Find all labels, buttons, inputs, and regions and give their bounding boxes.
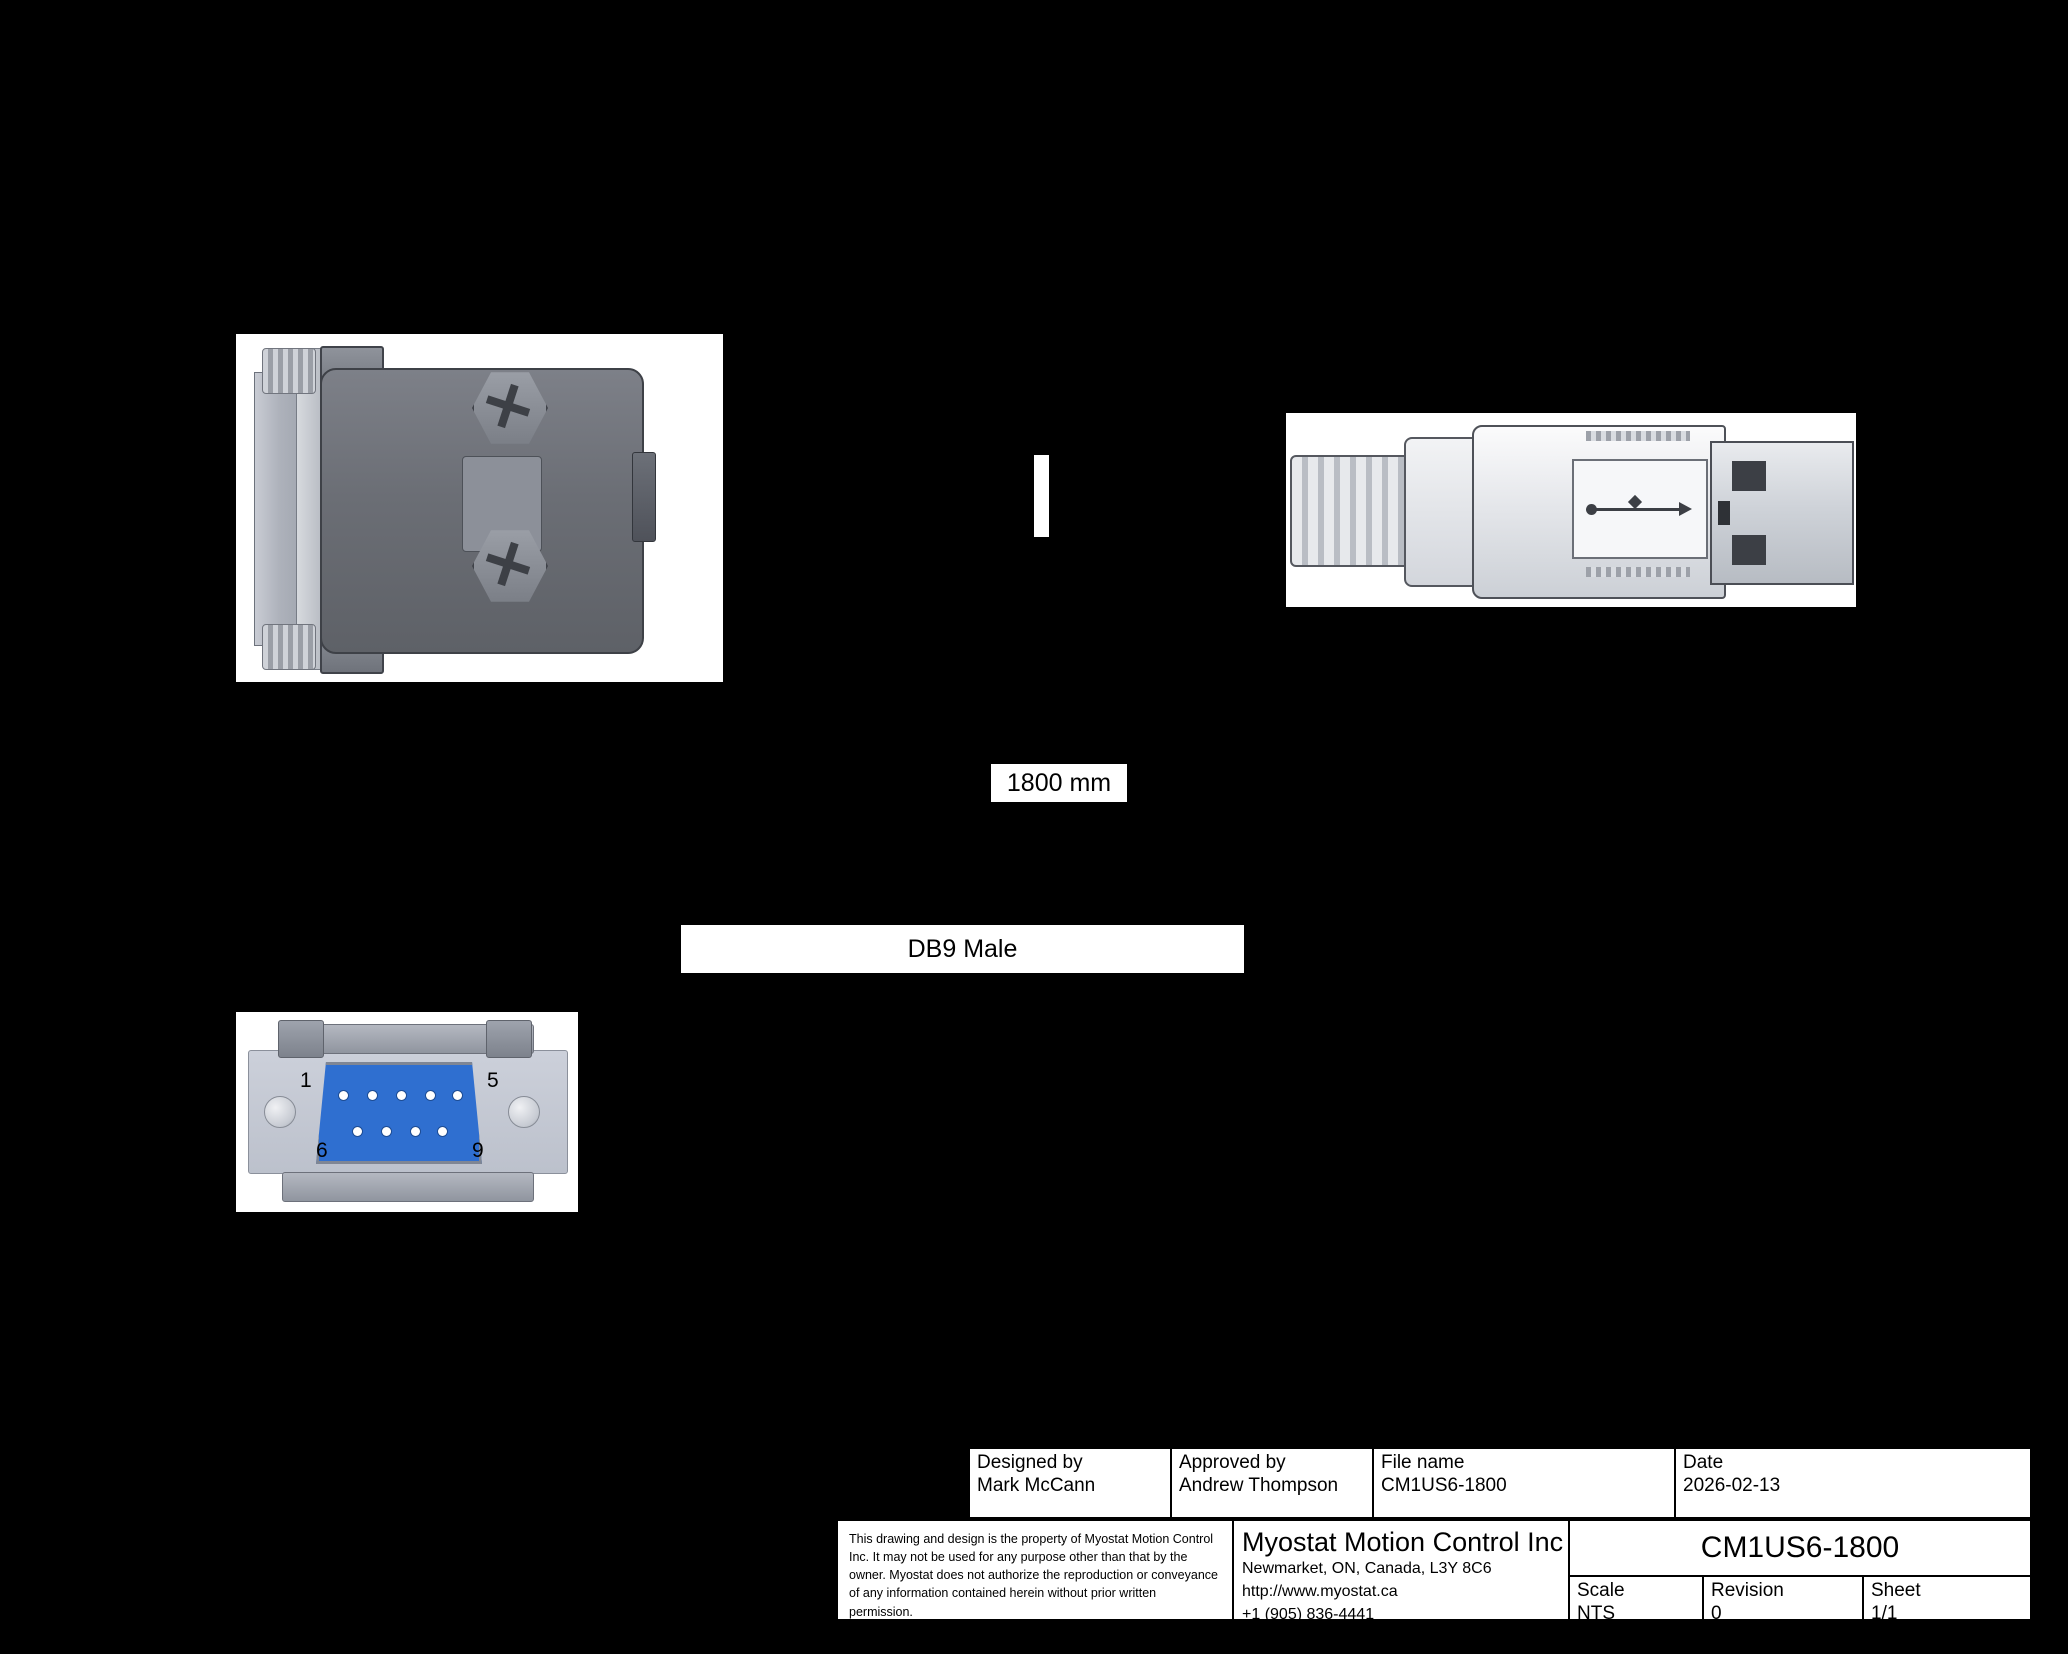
db9-face-bar-bottom — [282, 1172, 534, 1202]
usb-shell-notch-top — [1732, 461, 1766, 491]
db9-pin — [411, 1127, 420, 1136]
usb-metal-shell — [1710, 441, 1854, 585]
db9-pin — [426, 1091, 435, 1100]
phillips-screw-icon — [486, 542, 530, 586]
revision-cell — [1702, 1575, 1864, 1621]
db9-screw-hole-right — [508, 1096, 540, 1128]
db9-cable-exit-tab — [632, 452, 656, 542]
db9-jackscrew-bottom — [262, 624, 316, 670]
db9-pin — [438, 1127, 447, 1136]
db9-pin-number-6: 6 — [316, 1139, 328, 1162]
db9-connector-top-view-image — [236, 334, 723, 682]
sheet-value: 1/1 — [1871, 1603, 1898, 1621]
sheet-cell — [1862, 1575, 2032, 1621]
approved-by-value: Andrew Thompson — [1179, 1475, 1339, 1497]
approved-by-cell — [1170, 1447, 1374, 1519]
cable-segment — [1034, 455, 1049, 537]
usb-shell-notch-bottom — [1732, 535, 1766, 565]
file-name-cell — [1372, 1447, 1676, 1519]
db9-pin-number-1: 1 — [300, 1069, 312, 1092]
part-number-cell: CM1US6-1800 — [1568, 1519, 2032, 1577]
revision-value: 0 — [1711, 1603, 1722, 1621]
scale-value: NTS — [1577, 1603, 1615, 1621]
usb-ridge-top — [1586, 431, 1690, 441]
db9-pin — [453, 1091, 462, 1100]
db9-screw-hole-left — [264, 1096, 296, 1128]
company-phone: +1 (905) 836-4441 — [1242, 1605, 1375, 1623]
company-info-cell — [1232, 1519, 1570, 1621]
usb-strain-relief — [1290, 455, 1414, 567]
revision-label: Revision — [1711, 1580, 1784, 1601]
date-cell — [1674, 1447, 2032, 1519]
db9-face-tab-right — [486, 1020, 532, 1058]
db9-pin — [382, 1127, 391, 1136]
db9-male-pinout-face-image — [236, 1012, 578, 1212]
phillips-screw-icon — [486, 384, 530, 428]
date-value: 2026-02-13 — [1683, 1475, 1781, 1497]
db9-pin — [339, 1091, 348, 1100]
db9-pin-number-9: 9 — [472, 1139, 484, 1162]
db9-male-caption: DB9 Male — [681, 925, 1244, 973]
usb-shell-slit — [1718, 501, 1730, 525]
approved-by-label: Approved by — [1179, 1452, 1286, 1473]
file-name-label: File name — [1381, 1452, 1465, 1473]
db9-pin-number-5: 5 — [487, 1069, 499, 1092]
db9-jackscrew-top — [262, 348, 316, 394]
scale-cell — [1568, 1575, 1704, 1621]
db9-pin — [397, 1091, 406, 1100]
db9-pin — [353, 1127, 362, 1136]
date-label: Date — [1683, 1452, 1724, 1473]
company-name: Myostat Motion Control Inc — [1242, 1527, 1564, 1557]
db9-pin — [368, 1091, 377, 1100]
usb-ridge-bottom — [1586, 567, 1690, 577]
company-address: Newmarket, ON, Canada, L3Y 8C6 — [1242, 1560, 1492, 1578]
db9-d-sub-shell — [316, 1062, 482, 1164]
usb-type-a-plug-image — [1286, 413, 1856, 607]
db9-face-tab-left — [278, 1020, 324, 1058]
cable-length-label: 1800 mm — [991, 764, 1127, 802]
designed-by-cell — [968, 1447, 1172, 1519]
scale-label: Scale — [1577, 1580, 1625, 1601]
designed-by-value: Mark McCann — [977, 1475, 1096, 1497]
file-name-value: CM1US6-1800 — [1381, 1475, 1507, 1497]
usb-trident-icon — [1586, 497, 1692, 521]
sheet-label: Sheet — [1871, 1580, 1921, 1601]
designed-by-label: Designed by — [977, 1452, 1083, 1473]
legal-notice: This drawing and design is the property of Myostat Motion Control Inc. It may not be used for any purpose other than that by the owner. Myostat does not authorize the reproduction or conveyance of any information contained herein without prior written permission. — [836, 1519, 1234, 1621]
title-block — [836, 1447, 2032, 1621]
company-website: http://www.myostat.ca — [1242, 1583, 1398, 1601]
